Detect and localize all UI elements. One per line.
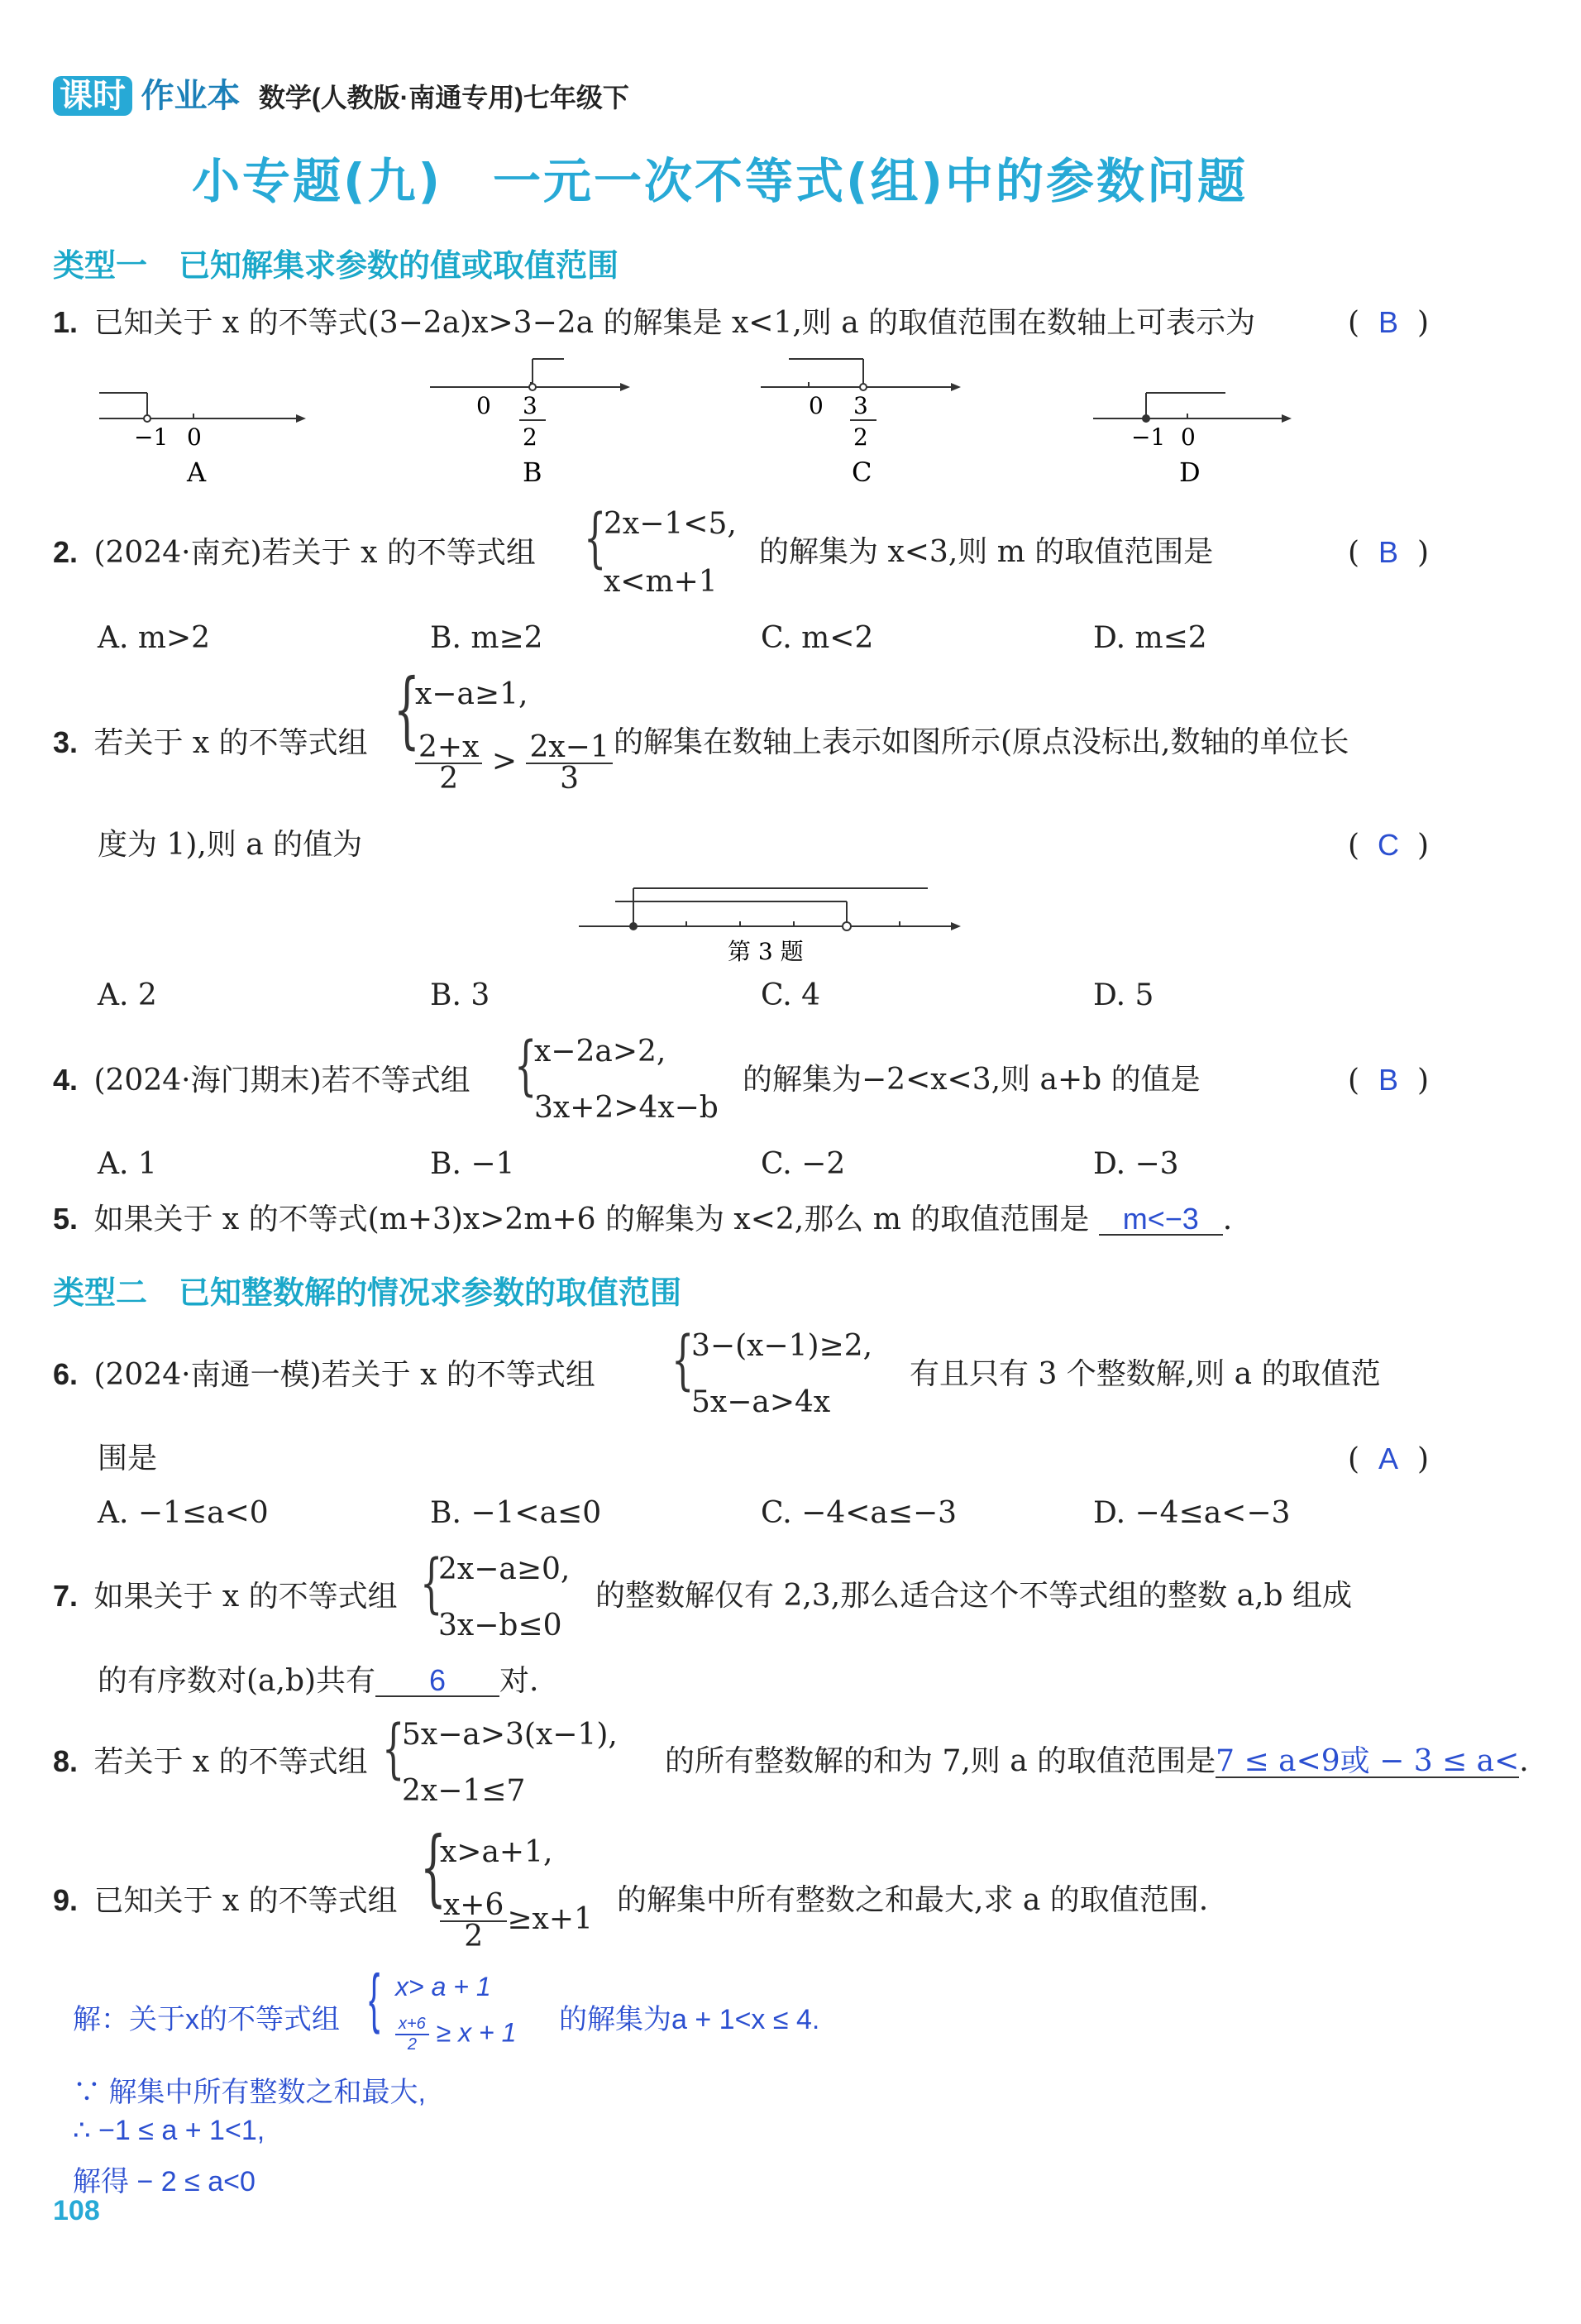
page-title: 小专题(九) 一元一次不等式(组)中的参数问题	[192, 153, 1249, 209]
system-line-2	[440, 1888, 593, 1953]
solution-line-1-pre: 解：关于x的不等式组	[73, 2004, 340, 2035]
solution-brace: {	[369, 1961, 380, 2035]
system-line-2	[415, 730, 613, 796]
book-subject: 数学(人教版·南通专用)七年级下	[258, 83, 629, 112]
logo: 课时	[53, 76, 132, 116]
punctuation: .	[1222, 1203, 1233, 1236]
brace: {	[394, 661, 420, 758]
operator: ≥ x + 1	[428, 2017, 517, 2048]
question-text-cont: 围是	[98, 1442, 158, 1475]
question-text-post: 的解集为−2<x<3,则 a+b 的值是	[743, 1063, 1201, 1097]
answer-bracket-6: ( A )	[1348, 1442, 1430, 1476]
tick-label: 3	[523, 392, 537, 419]
option-label-d: D	[1179, 457, 1201, 488]
tick-label: 0	[476, 392, 491, 419]
brace: {	[420, 1547, 443, 1621]
option-b: B. 3	[430, 978, 490, 1012]
system-line-1: 2x−a≥0,	[438, 1552, 571, 1586]
question-text-cont	[98, 1663, 539, 1698]
question-text: 的所有整数解的和为 7,则 a 的取值范围是	[665, 1744, 1216, 1778]
fraction: $\frac{x+6}{2}$	[440, 1891, 507, 1952]
question-text-post	[665, 1744, 1529, 1778]
option-c: C. −4<a≤−3	[761, 1496, 958, 1530]
brace: {	[584, 501, 607, 576]
choice-answer: B	[1378, 1063, 1399, 1097]
question-8	[53, 1744, 368, 1779]
fill-blank-answer: m<−3	[1099, 1204, 1223, 1236]
question-text-pre: (2024·海门期末)若不等式组	[93, 1064, 470, 1097]
tick-label: −1	[134, 423, 169, 451]
question-number: 7.	[53, 1579, 79, 1613]
system-line-1: x>a+1,	[440, 1835, 553, 1869]
option-a: A. 1	[98, 1147, 157, 1181]
brace: {	[671, 1323, 695, 1398]
question-number: 9.	[53, 1883, 79, 1917]
question-6	[53, 1357, 595, 1392]
question-number: 8.	[53, 1744, 79, 1778]
question-text: 已知关于 x 的不等式(3−2a)x>3−2a 的解集是 x<1,则 a 的取值范围在数轴上可表示为	[93, 306, 1256, 340]
option-c: C. 4	[761, 978, 821, 1012]
solution-line-3: ∴ −1 ≤ a + 1<1,	[73, 2115, 265, 2146]
question-number: 4.	[53, 1063, 79, 1097]
question-text-pre: 若关于 x 的不等式组	[93, 1745, 368, 1779]
number-line-a	[99, 393, 306, 488]
option-c: C. −2	[761, 1147, 846, 1181]
solution-line-1-post: 的解集为a + 1<x ≤ 4.	[559, 2004, 820, 2035]
brace: {	[514, 1029, 537, 1103]
tick-label: 2	[523, 423, 537, 451]
choice-answer: C	[1378, 828, 1400, 862]
system-line-2: 5x−a>4x	[691, 1385, 831, 1419]
question-text-pre: 如果关于 x 的不等式组	[93, 1580, 398, 1614]
option-label-a: A	[187, 457, 207, 488]
question-number: 1.	[53, 305, 79, 339]
header	[53, 69, 629, 119]
question-9	[53, 1883, 398, 1918]
option-d: D. m≤2	[1093, 621, 1207, 655]
punctuation: .	[1519, 1744, 1529, 1778]
solution-line-2: ∵ 解集中所有整数之和最大,	[73, 2077, 426, 2108]
figure-q3-number-line	[571, 877, 976, 976]
option-d: D. −4≤a<−3	[1093, 1496, 1291, 1530]
punctuation: 对.	[499, 1664, 539, 1698]
option-b: B. −1	[430, 1147, 515, 1181]
system-line-1: 2x−1<5,	[604, 507, 737, 541]
question-text-pre: (2024·南充)若关于 x 的不等式组	[93, 536, 536, 570]
operator: >	[491, 744, 517, 778]
option-a: A. m>2	[98, 621, 211, 655]
number-line-b	[430, 359, 630, 488]
question-4	[53, 1065, 470, 1096]
question-number: 6.	[53, 1357, 79, 1391]
question-text-post: 的解集在数轴上表示如图所示(原点没标出,数轴的单位长	[614, 725, 1349, 759]
section-heading-2: 类型二 已知整数解的情况求参数的取值范围	[53, 1276, 682, 1311]
fraction: $\frac{2x-1}{3}$	[526, 733, 612, 794]
figure-caption: 第 3 题	[728, 938, 804, 965]
answer-bracket-3: ( C )	[1348, 828, 1430, 863]
choice-answer: A	[1378, 1442, 1399, 1475]
operator: ≥x+1	[507, 1902, 593, 1936]
question-text-pre: 若关于 x 的不等式组	[93, 726, 368, 760]
fill-blank-answer: 7 ≤ a<9或 − 3 ≤ a<	[1216, 1744, 1520, 1778]
option-b: B. −1<a≤0	[430, 1496, 602, 1530]
system-line-1: 5x−a>3(x−1),	[402, 1718, 618, 1752]
option-label-b: B	[523, 457, 542, 488]
answer-bracket-4: ( B )	[1348, 1063, 1430, 1097]
choice-answer: B	[1378, 535, 1399, 569]
system-line-2: 3x+2>4x−b	[534, 1091, 719, 1125]
option-label-c: C	[852, 457, 872, 488]
question-1	[53, 305, 1256, 340]
question-text: 的有序数对(a,b)共有	[98, 1664, 376, 1698]
system-line-1: x−a≥1,	[415, 677, 528, 711]
system-line-2: 2x−1≤7	[402, 1774, 526, 1808]
option-d: D. 5	[1093, 978, 1154, 1012]
question-number: 5.	[53, 1202, 79, 1236]
solution-line-4: 解得 − 2 ≤ a<0	[73, 2166, 256, 2197]
system-line-1: x−2a>2,	[534, 1035, 666, 1069]
question-7	[53, 1581, 398, 1612]
option-b: B. m≥2	[430, 621, 543, 655]
system-line-1: 3−(x−1)≥2,	[691, 1329, 873, 1363]
question-5	[53, 1204, 1232, 1236]
option-c: C. m<2	[761, 621, 874, 655]
brand-name: 作业本	[141, 78, 241, 114]
number-line-c	[761, 359, 961, 488]
question-number: 3.	[53, 725, 79, 759]
question-text-post: 有且只有 3 个整数解,则 a 的取值范	[910, 1357, 1381, 1391]
number-line-options	[74, 347, 1315, 496]
brace: {	[382, 1712, 405, 1786]
tick-label: −1	[1131, 423, 1166, 451]
fill-blank-answer: 6	[375, 1666, 499, 1697]
fraction: $\frac{x+6}{2}$	[395, 2015, 429, 2054]
number-line-d	[1093, 393, 1292, 488]
tick-label: 0	[1181, 423, 1196, 451]
option-a: A. −1≤a<0	[98, 1496, 269, 1530]
solution-system-line-1: x> a + 1	[395, 1972, 491, 2001]
page-number: 108	[53, 2195, 100, 2226]
fraction: $\frac{2+x}{2}$	[415, 733, 482, 794]
question-text-pre: 已知关于 x 的不等式组	[93, 1884, 398, 1918]
tick-label: 2	[853, 423, 868, 451]
tick-label: 0	[809, 392, 824, 419]
choice-answer: B	[1378, 305, 1399, 339]
answer-bracket-2: ( B )	[1348, 535, 1430, 570]
question-text: 如果关于 x 的不等式(m+3)x>2m+6 的解集为 x<2,那么 m 的取值范围是	[93, 1203, 1090, 1236]
question-3	[53, 725, 368, 760]
solution-system-line-2	[395, 2015, 516, 2054]
system-line-2: 3x−b≤0	[438, 1609, 562, 1643]
option-a: A. 2	[98, 978, 157, 1012]
question-text-pre: (2024·南通一模)若关于 x 的不等式组	[93, 1358, 595, 1392]
system-line-2: x<m+1	[604, 565, 718, 599]
question-2	[53, 535, 536, 570]
question-number: 2.	[53, 535, 79, 569]
tick-label: 3	[853, 392, 868, 419]
question-text-post: 的解集中所有整数之和最大,求 a 的取值范围.	[617, 1883, 1209, 1917]
question-text-post: 的解集为 x<3,则 m 的取值范围是	[759, 535, 1214, 569]
question-text-cont: 度为 1),则 a 的值为	[98, 828, 363, 862]
section-heading-1: 类型一 已知解集求参数的值或取值范围	[53, 249, 619, 284]
tick-label: 0	[187, 423, 202, 451]
option-d: D. −3	[1093, 1147, 1179, 1181]
answer-bracket-1: ( B )	[1348, 305, 1430, 340]
question-text-post: 的整数解仅有 2,3,那么适合这个不等式组的整数 a,b 组成	[595, 1579, 1352, 1613]
brace: {	[420, 1819, 447, 1915]
